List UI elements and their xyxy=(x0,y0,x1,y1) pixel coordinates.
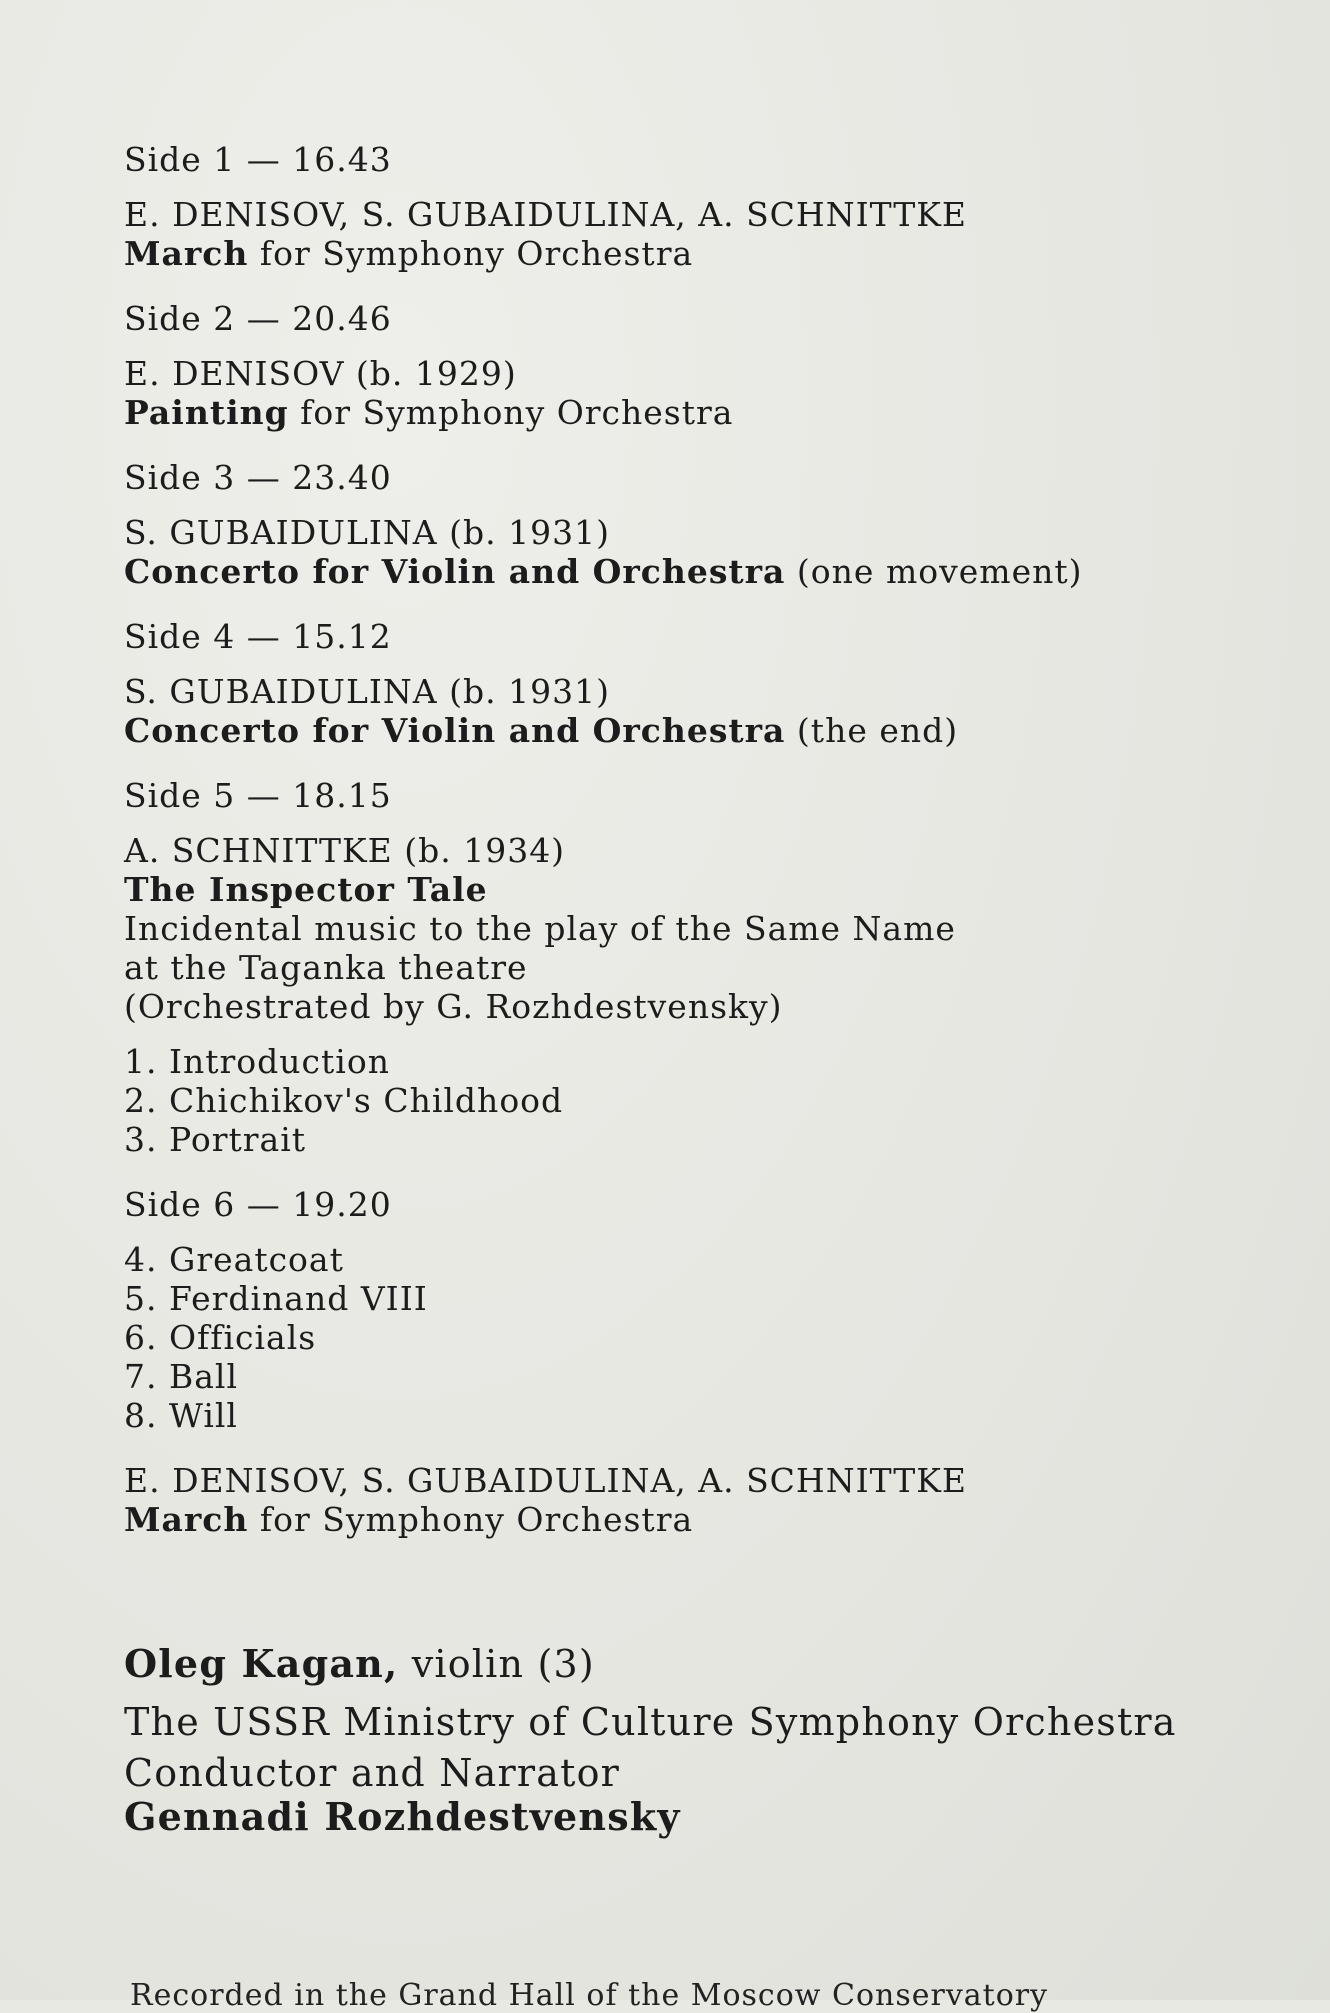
conductor-role: Conductor and Narrator xyxy=(124,1751,621,1795)
track-item: 8. Will xyxy=(124,1396,238,1435)
conductor-name: Gennadi Rozhdestvensky xyxy=(124,1794,681,1839)
work-line xyxy=(124,1500,1244,1539)
work-line xyxy=(124,552,1244,591)
track-item: 6. Officials xyxy=(124,1318,317,1357)
side-6-section xyxy=(124,1185,1244,1539)
work-line xyxy=(124,234,1244,273)
work-subtitle: for Symphony Orchestra xyxy=(288,393,734,432)
work-title: The Inspector Tale xyxy=(124,870,488,909)
side-heading: Side 1 — 16.43 xyxy=(124,140,392,179)
composer-line: A. SCHNITTKE (b. 1934) xyxy=(124,831,566,870)
side-2-section xyxy=(124,299,1244,432)
work-title: March xyxy=(124,1500,249,1539)
work-subtitle: (one movement) xyxy=(785,552,1083,591)
orchestra-name: The USSR Ministry of Culture Symphony Orchestra xyxy=(124,1700,1177,1744)
work-subtitle: for Symphony Orchestra xyxy=(248,1500,694,1539)
composer-line: E. DENISOV (b. 1929) xyxy=(124,354,517,393)
side-1-section xyxy=(124,140,1244,273)
work-title: Concerto for Violin and Orchestra xyxy=(124,552,786,591)
work-title: Painting xyxy=(124,393,289,432)
work-description-line: (Orchestrated by G. Rozhdestvensky) xyxy=(124,987,783,1026)
work-title: Concerto for Violin and Orchestra xyxy=(124,711,786,750)
composer-line: S. GUBAIDULINA (b. 1931) xyxy=(124,513,610,552)
side-heading: Side 6 — 19.20 xyxy=(124,1185,392,1224)
work-line xyxy=(124,711,1244,750)
track-item: 7. Ball xyxy=(124,1357,239,1396)
track-item: 3. Portrait xyxy=(124,1120,307,1159)
side-heading: Side 3 — 23.40 xyxy=(124,458,392,497)
work-title: March xyxy=(124,234,249,273)
track-item: 5. Ferdinand VIII xyxy=(124,1279,428,1318)
track-item: 1. Introduction xyxy=(124,1042,390,1081)
work-description-line: at the Taganka theatre xyxy=(124,948,528,987)
work-subtitle: for Symphony Orchestra xyxy=(248,234,694,273)
side-5-section xyxy=(124,776,1244,1159)
work-description-line: Incidental music to the play of the Same Name xyxy=(124,909,956,948)
side-heading: Side 5 — 18.15 xyxy=(124,776,392,815)
soloist-name: Oleg Kagan, xyxy=(124,1641,399,1686)
recording-note: Recorded in the Grand Hall of the Moscow Conservatory xyxy=(130,1978,1049,2013)
track-item: 2. Chichikov's Childhood xyxy=(124,1081,564,1120)
soloist-line xyxy=(124,1635,1244,1693)
track-listing xyxy=(124,140,1244,1839)
soloist-role: violin (3) xyxy=(398,1642,595,1686)
performer-credits xyxy=(124,1635,1244,1839)
composer-line: E. DENISOV, S. GUBAIDULINA, A. SCHNITTKE xyxy=(124,195,967,234)
side-heading: Side 4 — 15.12 xyxy=(124,617,392,656)
composer-line: S. GUBAIDULINA (b. 1931) xyxy=(124,672,610,711)
work-line xyxy=(124,393,1244,432)
side-3-section xyxy=(124,458,1244,591)
side-4-section xyxy=(124,617,1244,750)
side-heading: Side 2 — 20.46 xyxy=(124,299,392,338)
work-subtitle: (the end) xyxy=(785,711,959,750)
track-item: 4. Greatcoat xyxy=(124,1240,344,1279)
composer-line: E. DENISOV, S. GUBAIDULINA, A. SCHNITTKE xyxy=(124,1461,967,1500)
